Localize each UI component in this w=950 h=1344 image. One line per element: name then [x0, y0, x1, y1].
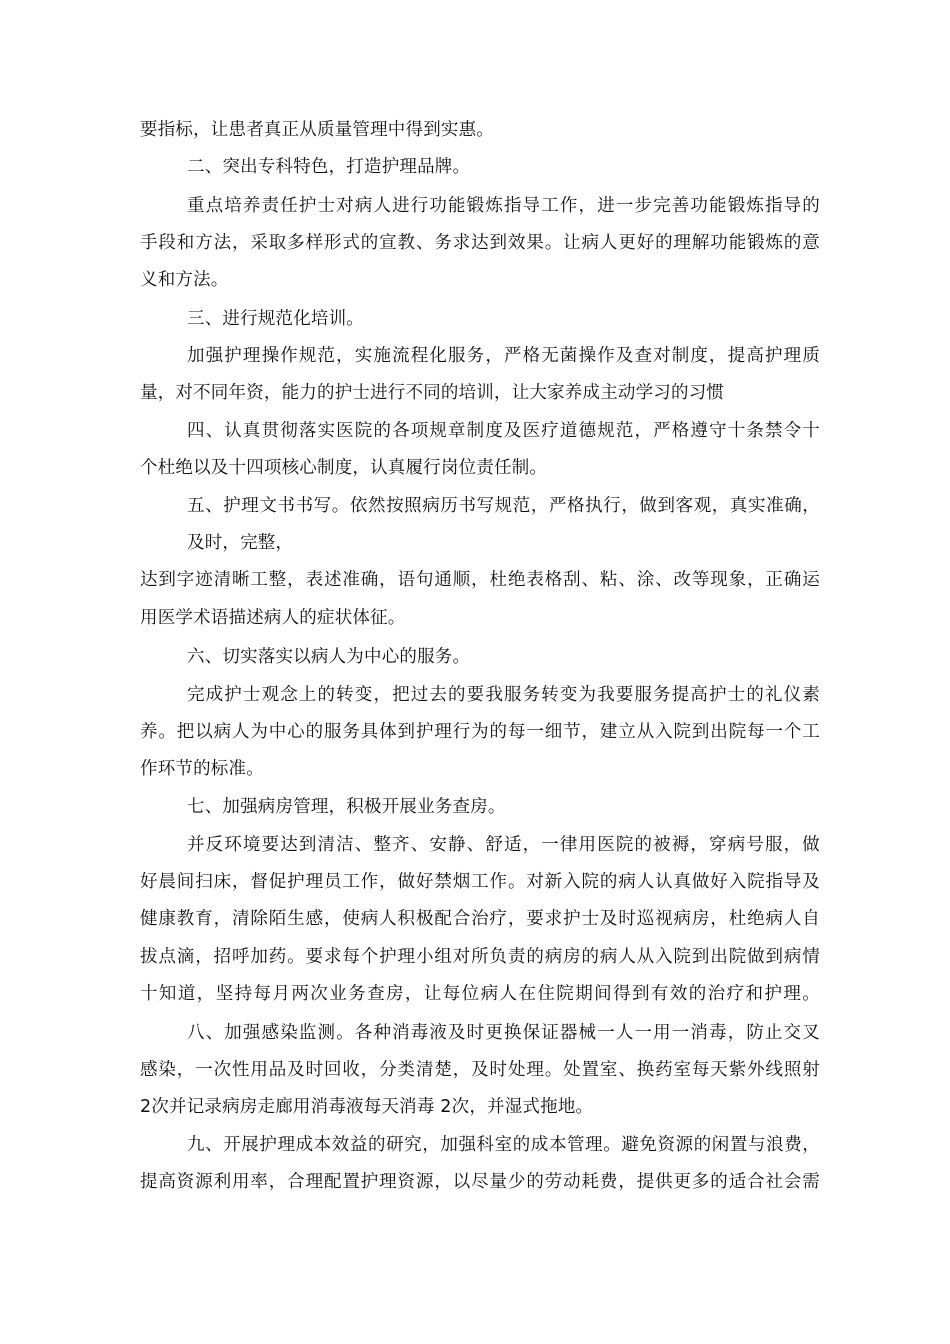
text-line: 十知道，坚持每月两次业务查房，让每位病人在住院期间得到有效的治疗和护理。 — [140, 984, 820, 1004]
text-line: 养。把以病人为中心的服务具体到护理行为的每一细节，建立从入院到出院每一个工 — [140, 722, 820, 742]
text-line: 提高资源利用率，合理配置护理资源，以尽量少的劳动耗费，提供更多的适合社会需 — [140, 1172, 820, 1192]
text-line: 及时，完整， — [187, 533, 294, 553]
section-heading: 二、突出专科特色，打造护理品牌。 — [187, 157, 471, 177]
section-heading: 九、开展护理成本效益的研究，加强科室的成本管理。避免资源的闲置与浪费， — [187, 1135, 820, 1155]
section-heading: 八、加强感染监测。各种消毒液及时更换保证器械一人一用一消毒，防止交叉 — [187, 1023, 820, 1043]
text-line: 用医学术语描述病人的症状体征。 — [140, 608, 406, 628]
text-line: 手段和方法，采取多样形式的宣教、务求达到效果。让病人更好的理解功能锻炼的意 — [140, 233, 820, 253]
section-heading: 七、加强病房管理，积极开展业务查房。 — [187, 797, 506, 817]
text-line: 量，对不同年资，能力的护士进行不同的培训，让大家养成主动学习的习惯 — [140, 383, 725, 403]
text-line: 健康教育，清除陌生感，使病人积极配合治疗，要求护士及时巡视病房，杜绝病人自 — [140, 909, 820, 929]
text-line: 拔点滴，招呼加药。要求每个护理小组对所负责的病房的病人从入院到出院做到病情 — [140, 947, 820, 967]
text-line: 并反环境要达到清洁、整齐、安静、舒适，一律用医院的被褥，穿病号服，做 — [187, 835, 820, 855]
text-line: 个杜绝以及十四项核心制度，认真履行岗位责任制。 — [140, 458, 548, 478]
text-line: 达到字迹清晰工整，表述准确，语句通顺，杜绝表格刮、粘、涂、改等现象，正确运 — [140, 570, 820, 590]
section-heading: 三、进行规范化培训。 — [187, 309, 364, 329]
text-line: 义和方法。 — [140, 270, 229, 290]
section-heading: 四、认真贯彻落实医院的各项规章制度及医疗道德规范，严格遵守十条禁令十 — [187, 421, 820, 441]
text-line: 加强护理操作规范，实施流程化服务，严格无菌操作及查对制度，提高护理质 — [187, 346, 820, 366]
text-line: 感染，一次性用品及时回收，分类清楚，及时处理。处置室、换药室每天紫外线照射 — [140, 1060, 820, 1080]
text-line: 重点培养责任护士对病人进行功能锻炼指导工作，进一步完善功能锻炼指导的 — [187, 196, 820, 216]
text-line: 作环节的标准。 — [140, 759, 264, 779]
section-heading: 六、切实落实以病人为中心的服务。 — [187, 647, 471, 667]
text-line: 要指标，让患者真正从质量管理中得到实惠。 — [140, 120, 494, 140]
text-line: 2次并记录病房走廊用消毒液每天消毒 2次，并湿式拖地。 — [140, 1097, 594, 1117]
text-line: 好晨间扫床，督促护理员工作，做好禁烟工作。对新入院的病人认真做好入院指导及 — [140, 872, 820, 892]
text-line: 完成护士观念上的转变，把过去的要我服务转变为我要服务提高护士的礼仪素 — [187, 685, 820, 705]
section-heading: 五、护理文书书写。依然按照病历书写规范，严格执行，做到客观，真实准确， — [187, 496, 820, 516]
